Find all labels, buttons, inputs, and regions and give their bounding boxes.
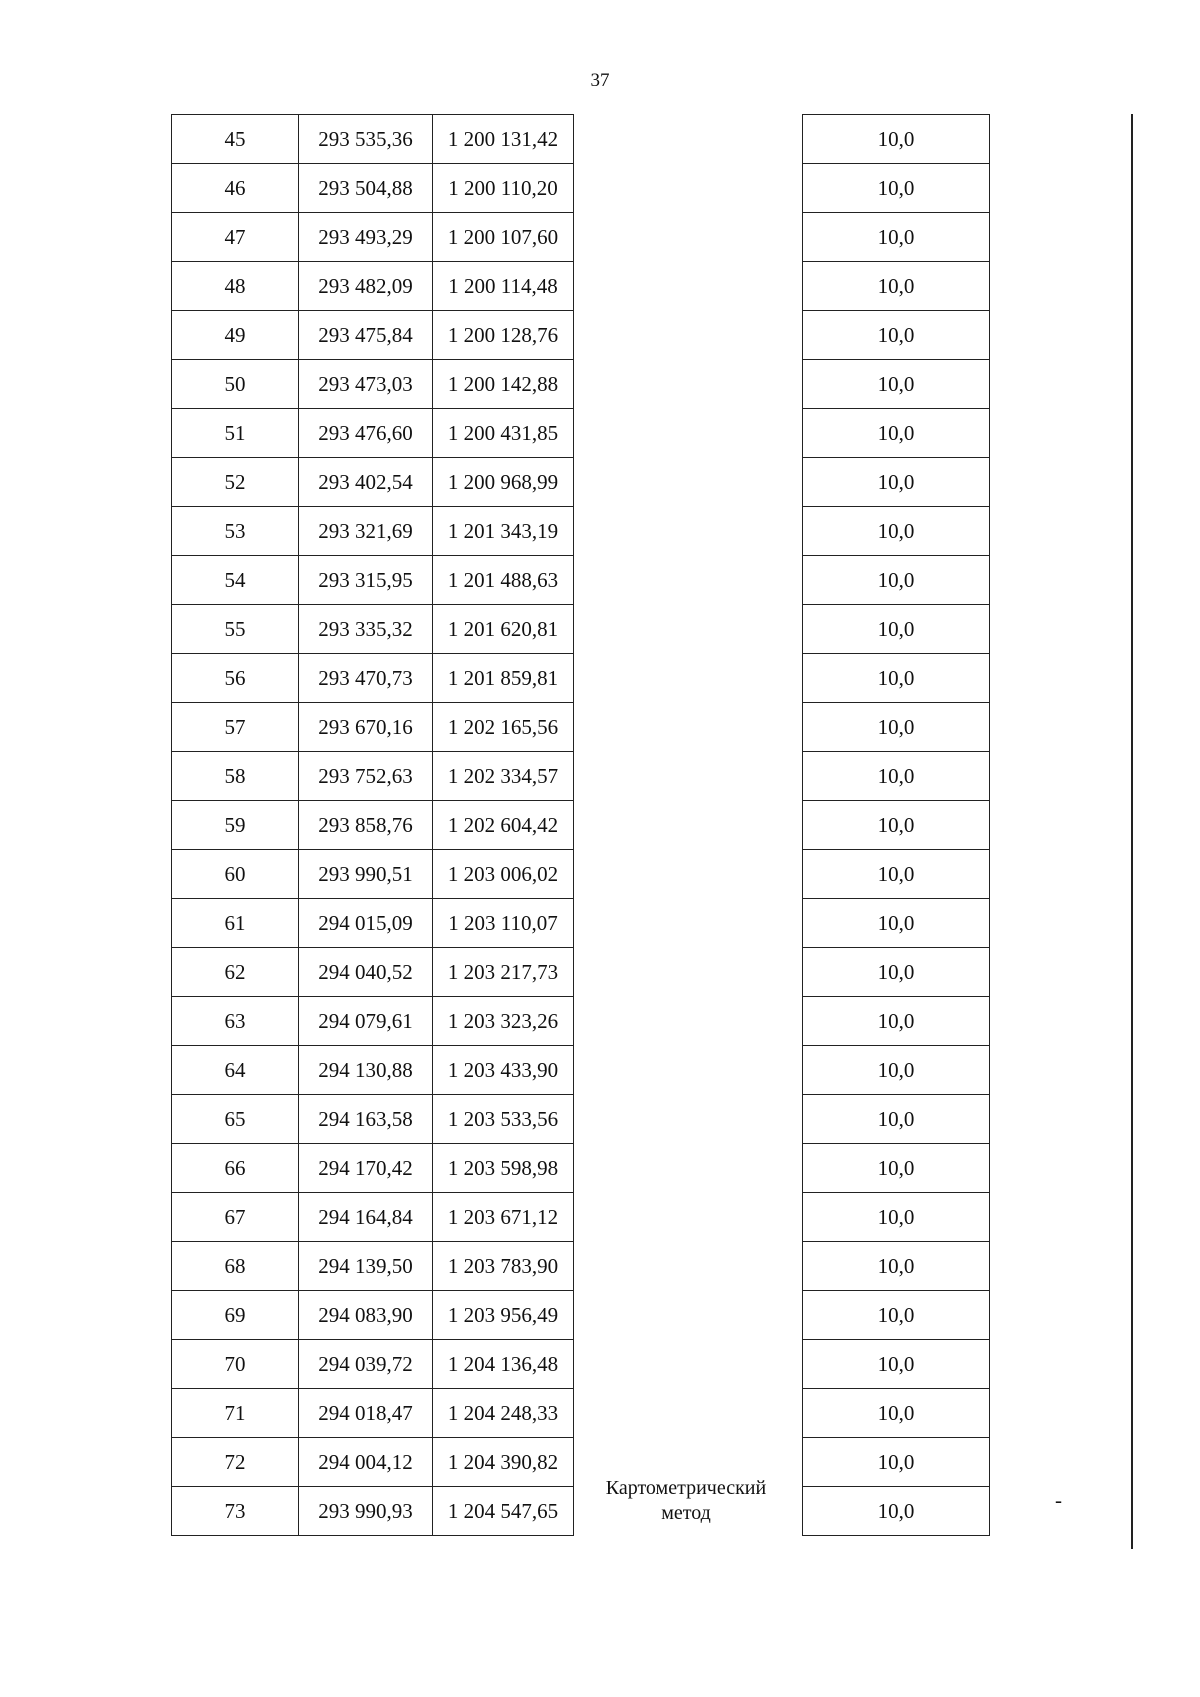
table-row bbox=[172, 948, 574, 997]
y-coordinate-cell: 1 200 110,20 bbox=[433, 164, 574, 213]
point-number-cell: 48 bbox=[172, 262, 299, 311]
y-coordinate-cell: 1 203 217,73 bbox=[433, 948, 574, 997]
x-coordinate-cell: 293 475,84 bbox=[299, 311, 433, 360]
table-row bbox=[172, 458, 574, 507]
x-coordinate-cell: 293 315,95 bbox=[299, 556, 433, 605]
table-row bbox=[172, 997, 574, 1046]
accuracy-cell: 10,0 bbox=[803, 1389, 990, 1438]
y-coordinate-cell: 1 200 107,60 bbox=[433, 213, 574, 262]
point-number-cell: 60 bbox=[172, 850, 299, 899]
table-row bbox=[172, 507, 574, 556]
y-coordinate-cell: 1 202 604,42 bbox=[433, 801, 574, 850]
point-number-cell: 68 bbox=[172, 1242, 299, 1291]
table-row bbox=[172, 262, 574, 311]
table-row bbox=[803, 899, 990, 948]
point-number-cell: 69 bbox=[172, 1291, 299, 1340]
y-coordinate-cell: 1 202 334,57 bbox=[433, 752, 574, 801]
table-row bbox=[803, 311, 990, 360]
table-row bbox=[803, 948, 990, 997]
point-number-cell: 55 bbox=[172, 605, 299, 654]
y-coordinate-cell: 1 201 620,81 bbox=[433, 605, 574, 654]
point-number-cell: 61 bbox=[172, 899, 299, 948]
table-row bbox=[803, 556, 990, 605]
table-row bbox=[172, 1389, 574, 1438]
coordinates-table bbox=[171, 114, 574, 1536]
y-coordinate-cell: 1 204 248,33 bbox=[433, 1389, 574, 1438]
point-number-cell: 70 bbox=[172, 1340, 299, 1389]
x-coordinate-cell: 294 170,42 bbox=[299, 1144, 433, 1193]
point-number-cell: 53 bbox=[172, 507, 299, 556]
point-number-cell: 72 bbox=[172, 1438, 299, 1487]
table-row bbox=[172, 1438, 574, 1487]
table-row bbox=[172, 115, 574, 164]
table-row bbox=[803, 654, 990, 703]
x-coordinate-cell: 294 015,09 bbox=[299, 899, 433, 948]
table-row bbox=[803, 1095, 990, 1144]
point-number-cell: 54 bbox=[172, 556, 299, 605]
accuracy-cell: 10,0 bbox=[803, 850, 990, 899]
x-coordinate-cell: 294 004,12 bbox=[299, 1438, 433, 1487]
table-row bbox=[172, 899, 574, 948]
point-number-cell: 57 bbox=[172, 703, 299, 752]
accuracy-cell: 10,0 bbox=[803, 1487, 990, 1536]
table-row bbox=[803, 164, 990, 213]
table-row bbox=[172, 409, 574, 458]
table-row bbox=[172, 1340, 574, 1389]
table-row bbox=[803, 752, 990, 801]
point-number-cell: 71 bbox=[172, 1389, 299, 1438]
x-coordinate-cell: 294 083,90 bbox=[299, 1291, 433, 1340]
accuracy-cell: 10,0 bbox=[803, 1144, 990, 1193]
point-number-cell: 49 bbox=[172, 311, 299, 360]
y-coordinate-cell: 1 203 783,90 bbox=[433, 1242, 574, 1291]
x-coordinate-cell: 294 039,72 bbox=[299, 1340, 433, 1389]
y-coordinate-cell: 1 203 671,12 bbox=[433, 1193, 574, 1242]
accuracy-cell: 10,0 bbox=[803, 703, 990, 752]
x-coordinate-cell: 293 402,54 bbox=[299, 458, 433, 507]
accuracy-cell: 10,0 bbox=[803, 752, 990, 801]
accuracy-cell: 10,0 bbox=[803, 409, 990, 458]
x-coordinate-cell: 293 858,76 bbox=[299, 801, 433, 850]
y-coordinate-cell: 1 201 859,81 bbox=[433, 654, 574, 703]
x-coordinate-cell: 293 321,69 bbox=[299, 507, 433, 556]
accuracy-table-body bbox=[803, 115, 990, 1536]
accuracy-cell: 10,0 bbox=[803, 1291, 990, 1340]
table-row bbox=[803, 409, 990, 458]
table-row bbox=[172, 1291, 574, 1340]
point-number-cell: 65 bbox=[172, 1095, 299, 1144]
point-number-cell: 63 bbox=[172, 997, 299, 1046]
y-coordinate-cell: 1 200 142,88 bbox=[433, 360, 574, 409]
coordinates-table-body bbox=[172, 115, 574, 1536]
accuracy-cell: 10,0 bbox=[803, 997, 990, 1046]
table-row bbox=[803, 703, 990, 752]
table-row bbox=[172, 360, 574, 409]
y-coordinate-cell: 1 201 488,63 bbox=[433, 556, 574, 605]
accuracy-cell: 10,0 bbox=[803, 458, 990, 507]
table-row bbox=[803, 360, 990, 409]
x-coordinate-cell: 293 493,29 bbox=[299, 213, 433, 262]
table-row bbox=[803, 507, 990, 556]
x-coordinate-cell: 293 473,03 bbox=[299, 360, 433, 409]
accuracy-cell: 10,0 bbox=[803, 801, 990, 850]
table-row bbox=[803, 850, 990, 899]
page-number: 37 bbox=[590, 70, 610, 91]
x-coordinate-cell: 294 139,50 bbox=[299, 1242, 433, 1291]
x-coordinate-cell: 293 990,93 bbox=[299, 1487, 433, 1536]
accuracy-cell: 10,0 bbox=[803, 360, 990, 409]
table-row bbox=[172, 703, 574, 752]
x-coordinate-cell: 294 040,52 bbox=[299, 948, 433, 997]
point-number-cell: 66 bbox=[172, 1144, 299, 1193]
x-coordinate-cell: 293 470,73 bbox=[299, 654, 433, 703]
x-coordinate-cell: 294 164,84 bbox=[299, 1193, 433, 1242]
point-number-cell: 64 bbox=[172, 1046, 299, 1095]
accuracy-cell: 10,0 bbox=[803, 507, 990, 556]
accuracy-cell: 10,0 bbox=[803, 1340, 990, 1389]
accuracy-cell: 10,0 bbox=[803, 1193, 990, 1242]
table-row bbox=[803, 1487, 990, 1536]
table-row bbox=[172, 801, 574, 850]
x-coordinate-cell: 293 535,36 bbox=[299, 115, 433, 164]
table-row bbox=[172, 1046, 574, 1095]
table-row bbox=[172, 1095, 574, 1144]
x-coordinate-cell: 293 990,51 bbox=[299, 850, 433, 899]
x-coordinate-cell: 293 482,09 bbox=[299, 262, 433, 311]
table-row bbox=[172, 311, 574, 360]
accuracy-cell: 10,0 bbox=[803, 605, 990, 654]
table-row bbox=[803, 213, 990, 262]
table-row bbox=[172, 164, 574, 213]
x-coordinate-cell: 293 335,32 bbox=[299, 605, 433, 654]
table-row bbox=[172, 752, 574, 801]
table-row bbox=[172, 556, 574, 605]
accuracy-cell: 10,0 bbox=[803, 654, 990, 703]
point-number-cell: 45 bbox=[172, 115, 299, 164]
table-row bbox=[172, 654, 574, 703]
table-row bbox=[803, 1438, 990, 1487]
table-row bbox=[172, 850, 574, 899]
y-coordinate-cell: 1 203 006,02 bbox=[433, 850, 574, 899]
y-coordinate-cell: 1 200 968,99 bbox=[433, 458, 574, 507]
y-coordinate-cell: 1 202 165,56 bbox=[433, 703, 574, 752]
table-row bbox=[172, 605, 574, 654]
table-row bbox=[172, 1144, 574, 1193]
x-coordinate-cell: 293 504,88 bbox=[299, 164, 433, 213]
point-number-cell: 46 bbox=[172, 164, 299, 213]
y-coordinate-cell: 1 200 431,85 bbox=[433, 409, 574, 458]
accuracy-cell: 10,0 bbox=[803, 311, 990, 360]
accuracy-cell: 10,0 bbox=[803, 1046, 990, 1095]
method-label: Картометрический метод bbox=[605, 1477, 767, 1524]
dash-mark: - bbox=[1055, 1488, 1062, 1512]
table-row bbox=[803, 801, 990, 850]
table-row bbox=[172, 213, 574, 262]
accuracy-cell: 10,0 bbox=[803, 115, 990, 164]
x-coordinate-cell: 294 079,61 bbox=[299, 997, 433, 1046]
table-row bbox=[803, 1340, 990, 1389]
table-row bbox=[172, 1487, 574, 1536]
point-number-cell: 51 bbox=[172, 409, 299, 458]
accuracy-table bbox=[802, 114, 990, 1536]
y-coordinate-cell: 1 203 598,98 bbox=[433, 1144, 574, 1193]
accuracy-cell: 10,0 bbox=[803, 262, 990, 311]
y-coordinate-cell: 1 204 547,65 bbox=[433, 1487, 574, 1536]
point-number-cell: 52 bbox=[172, 458, 299, 507]
accuracy-cell: 10,0 bbox=[803, 1438, 990, 1487]
accuracy-cell: 10,0 bbox=[803, 948, 990, 997]
y-coordinate-cell: 1 203 433,90 bbox=[433, 1046, 574, 1095]
table-row bbox=[803, 262, 990, 311]
y-coordinate-cell: 1 200 114,48 bbox=[433, 262, 574, 311]
x-coordinate-cell: 294 163,58 bbox=[299, 1095, 433, 1144]
point-number-cell: 73 bbox=[172, 1487, 299, 1536]
y-coordinate-cell: 1 203 323,26 bbox=[433, 997, 574, 1046]
table-row bbox=[172, 1193, 574, 1242]
table-row bbox=[803, 1193, 990, 1242]
x-coordinate-cell: 293 752,63 bbox=[299, 752, 433, 801]
x-coordinate-cell: 293 476,60 bbox=[299, 409, 433, 458]
table-row bbox=[803, 997, 990, 1046]
point-number-cell: 59 bbox=[172, 801, 299, 850]
point-number-cell: 58 bbox=[172, 752, 299, 801]
table-row bbox=[803, 115, 990, 164]
accuracy-cell: 10,0 bbox=[803, 1242, 990, 1291]
accuracy-cell: 10,0 bbox=[803, 899, 990, 948]
table-row bbox=[803, 605, 990, 654]
right-border-line bbox=[1131, 114, 1133, 1549]
table-row bbox=[172, 1242, 574, 1291]
y-coordinate-cell: 1 203 110,07 bbox=[433, 899, 574, 948]
y-coordinate-cell: 1 204 136,48 bbox=[433, 1340, 574, 1389]
x-coordinate-cell: 294 018,47 bbox=[299, 1389, 433, 1438]
y-coordinate-cell: 1 204 390,82 bbox=[433, 1438, 574, 1487]
point-number-cell: 67 bbox=[172, 1193, 299, 1242]
table-row bbox=[803, 458, 990, 507]
y-coordinate-cell: 1 200 131,42 bbox=[433, 115, 574, 164]
y-coordinate-cell: 1 201 343,19 bbox=[433, 507, 574, 556]
x-coordinate-cell: 294 130,88 bbox=[299, 1046, 433, 1095]
point-number-cell: 62 bbox=[172, 948, 299, 997]
accuracy-cell: 10,0 bbox=[803, 1095, 990, 1144]
x-coordinate-cell: 293 670,16 bbox=[299, 703, 433, 752]
table-row bbox=[803, 1291, 990, 1340]
accuracy-cell: 10,0 bbox=[803, 164, 990, 213]
accuracy-cell: 10,0 bbox=[803, 556, 990, 605]
accuracy-cell: 10,0 bbox=[803, 213, 990, 262]
point-number-cell: 50 bbox=[172, 360, 299, 409]
y-coordinate-cell: 1 203 956,49 bbox=[433, 1291, 574, 1340]
table-row bbox=[803, 1389, 990, 1438]
table-row bbox=[803, 1144, 990, 1193]
table-row bbox=[803, 1046, 990, 1095]
table-row bbox=[803, 1242, 990, 1291]
point-number-cell: 47 bbox=[172, 213, 299, 262]
y-coordinate-cell: 1 200 128,76 bbox=[433, 311, 574, 360]
y-coordinate-cell: 1 203 533,56 bbox=[433, 1095, 574, 1144]
point-number-cell: 56 bbox=[172, 654, 299, 703]
